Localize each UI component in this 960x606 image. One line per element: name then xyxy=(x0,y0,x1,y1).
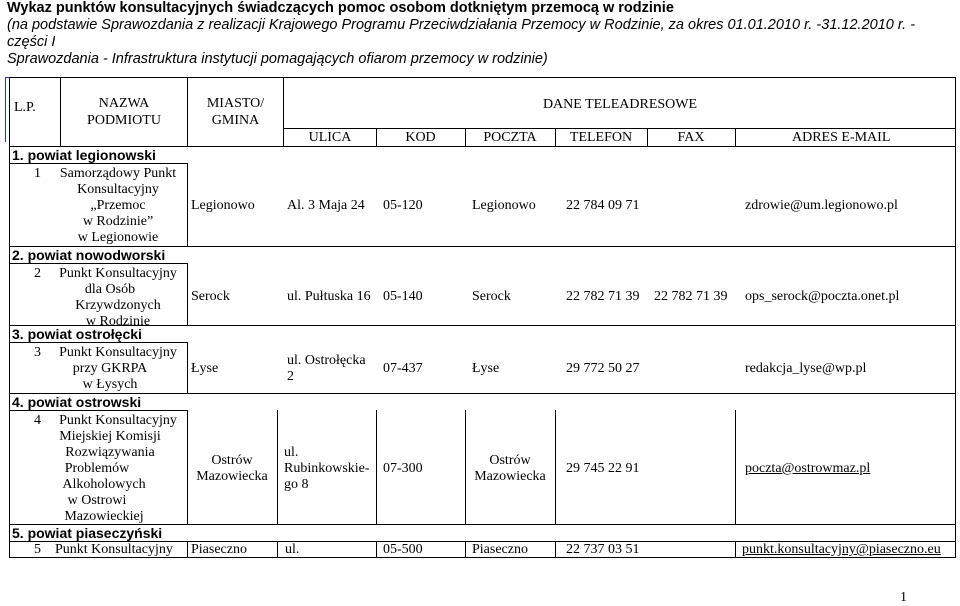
row3-lp: 3 xyxy=(34,345,41,360)
col-lp-header: L.P. xyxy=(14,100,36,115)
row4-kod: 07-300 xyxy=(383,461,423,476)
col-miasto-header-2: GMINA xyxy=(211,113,260,128)
row1-nazwa-1: Samorządowy Punkt xyxy=(59,166,177,181)
document-subtitle-line2: Sprawozdania - Infrastruktura instytucji pomagających ofiarom przemocy w rodzinie) xyxy=(7,51,548,67)
col-fax-header: FAX xyxy=(677,130,705,145)
row2-fax: 22 782 71 39 xyxy=(654,289,728,304)
row3-email[interactable]: redakcja_lyse@wp.pl xyxy=(745,361,867,376)
row4-lp: 4 xyxy=(34,413,41,428)
col-nazwa-header-2: PODMIOTU xyxy=(87,113,161,128)
col-telefon-header: TELEFON xyxy=(569,130,633,145)
col-poczta-header: POCZTA xyxy=(483,130,537,145)
page-number: 1 xyxy=(900,590,907,605)
row5-telefon: 22 737 03 51 xyxy=(566,542,640,557)
col-email-header: ADRES E-MAIL xyxy=(792,130,891,145)
row2-miasto: Serock xyxy=(191,289,230,304)
row1-nazwa-5: w Legionowie xyxy=(77,230,159,245)
row2-email[interactable]: ops_serock@poczta.onet.pl xyxy=(745,289,900,304)
row1-poczta: Legionowo xyxy=(472,198,536,213)
col-miasto-header-1: MIASTO/ xyxy=(206,96,265,111)
row2-nazwa-3: Krzywdzonych xyxy=(75,298,161,313)
section-title-5: 5. powiat piaseczyński xyxy=(12,525,163,541)
row1-telefon: 22 784 09 71 xyxy=(566,198,640,213)
row5-nazwa: Punkt Konsultacyjny xyxy=(55,542,173,557)
row5-lp: 5 xyxy=(34,542,41,557)
section-title-4: 4. powiat ostrowski xyxy=(12,394,142,410)
row4-nazwa-7: Mazowieckiej xyxy=(64,509,144,524)
row3-miasto: Łyse xyxy=(191,361,219,376)
row1-nazwa-2: Konsultacyjny xyxy=(77,182,159,197)
row4-ulica-3: go 8 xyxy=(284,477,309,492)
row1-nazwa-4: w Rodzinie” xyxy=(82,214,154,229)
col-nazwa-header-1: NAZWA xyxy=(98,96,150,111)
row4-nazwa-3: Rozwiązywania xyxy=(65,445,155,460)
row1-ulica: Al. 3 Maja 24 xyxy=(287,198,365,213)
row4-email[interactable]: poczta@ostrowmaz.pl xyxy=(745,461,871,476)
row2-ulica: ul. Pułtuska 16 xyxy=(287,289,371,304)
row4-telefon: 29 745 22 91 xyxy=(566,461,640,476)
row4-nazwa-2: Miejskiej Komisji xyxy=(59,429,161,444)
row5-miasto: Piaseczno xyxy=(191,542,247,557)
row4-ulica-1: ul. xyxy=(284,445,299,460)
row4-poczta-1: Ostrów xyxy=(489,453,531,468)
section-title-2: 2. powiat nowodworski xyxy=(12,247,166,263)
row5-ulica: ul. xyxy=(285,542,300,557)
row3-poczta: Łyse xyxy=(472,361,500,376)
row4-miasto-2: Mazowiecka xyxy=(196,469,268,484)
row4-nazwa-6: w Ostrowi xyxy=(67,493,127,508)
row3-ulica-2: 2 xyxy=(287,369,294,384)
row1-email[interactable]: zdrowie@um.legionowo.pl xyxy=(745,198,898,213)
section-title-3: 3. powiat ostrołęcki xyxy=(12,326,142,342)
row2-telefon: 22 782 71 39 xyxy=(566,289,640,304)
row1-miasto: Legionowo xyxy=(191,198,255,213)
row5-kod: 05-500 xyxy=(383,542,423,557)
row3-nazwa-2: przy GKRPA xyxy=(72,361,148,376)
row4-ulica-2: Rubinkowskie- xyxy=(284,461,370,476)
row2-lp: 2 xyxy=(34,266,41,281)
row4-miasto-1: Ostrów xyxy=(211,453,253,468)
col-kod-header: KOD xyxy=(405,130,436,145)
row2-nazwa-4: w Rodzinie xyxy=(85,314,151,329)
row3-nazwa-1: Punkt Konsultacyjny xyxy=(59,345,177,360)
document-subtitle-line1: (na podstawie Sprawozdania z realizacji Krajowego Programu Przeciwdziałania Przemocy w Rodzinie, za okres 01.01.2010 r. -31.12.2010 r. - części I xyxy=(7,17,916,50)
row1-nazwa-3: „Przemoc xyxy=(90,198,146,213)
col-ulica-header: ULICA xyxy=(308,130,352,145)
row3-kod: 07-437 xyxy=(383,361,423,376)
row3-telefon: 29 772 50 27 xyxy=(566,361,640,376)
row4-nazwa-5: Alkoholowych xyxy=(62,477,146,492)
row3-ulica-1: ul. Ostrołęcka xyxy=(287,353,366,368)
row1-kod: 05-120 xyxy=(383,198,423,213)
row5-email[interactable]: punkt.konsultacyjny@piaseczno.eu xyxy=(742,542,941,557)
section-title-1: 1. powiat legionowski xyxy=(12,147,156,163)
row2-poczta: Serock xyxy=(472,289,511,304)
row5-poczta: Piaseczno xyxy=(472,542,528,557)
row2-nazwa-1: Punkt Konsultacyjny xyxy=(59,266,177,281)
row3-nazwa-3: w Łysych xyxy=(82,377,138,392)
col-dane-header: DANE TELEADRESOWE xyxy=(542,97,698,112)
row1-lp: 1 xyxy=(34,166,41,181)
row4-nazwa-1: Punkt Konsultacyjny xyxy=(59,413,177,428)
row4-nazwa-4: Problemów xyxy=(64,461,130,476)
row2-kod: 05-140 xyxy=(383,289,423,304)
document-title: Wykaz punktów konsultacyjnych świadczących pomoc osobom dotkniętym przemocą w rodzinie xyxy=(7,0,674,16)
row4-poczta-2: Mazowiecka xyxy=(474,469,546,484)
row2-nazwa-2: dla Osób xyxy=(84,282,136,297)
